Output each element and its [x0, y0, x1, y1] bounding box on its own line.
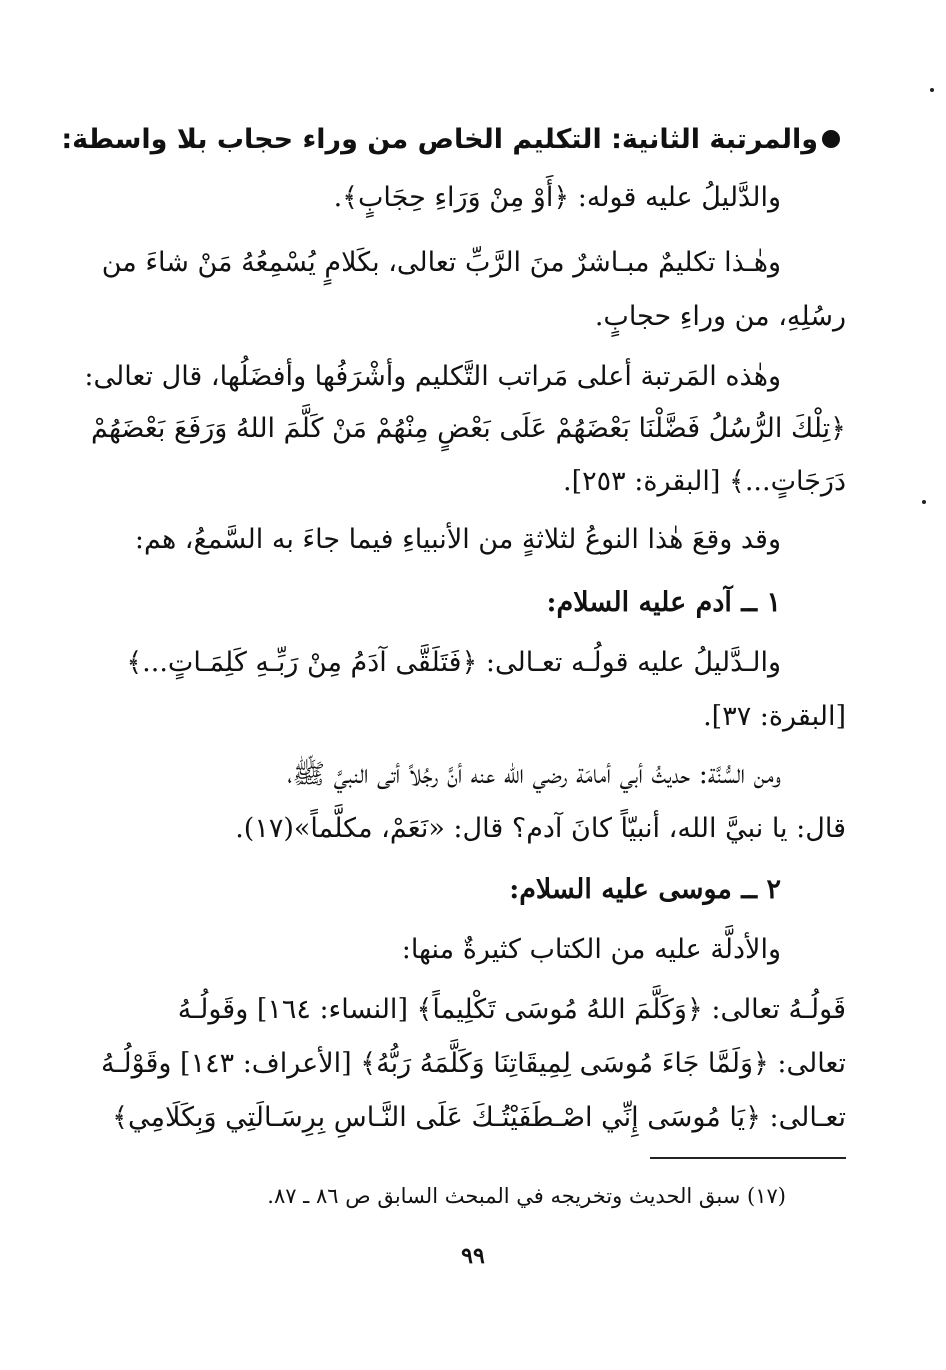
scan-speck — [930, 88, 934, 92]
quran-verse-line: ﴿تِلْكَ الرُّسُلُ فَضَّلْنَا بَعْضَهُمْ عَلَى بَعْضٍ مِنْهُمْ مَنْ كَلَّمَ اللهُ وَرَفَعَ بَعْضَهُمْ — [91, 413, 846, 444]
paragraph-line: [البقرة: ٣٧]. — [703, 701, 846, 732]
quran-verse-line: تعالى: ﴿وَلَمَّا جَاءَ مُوسَى لِمِيقَاتِنَا وَكَلَّمَهُ رَبُّهُ﴾ [الأعراف: ١٤٣] وقَوْلُـهُ — [100, 1048, 846, 1079]
paragraph-line: قَولُـهُ تعالى: ﴿وَكَلَّمَ اللهُ مُوسَى تَكْلِيماً﴾ [النساء: ١٦٤] وقَولُـهُ — [177, 994, 846, 1025]
scan-speck — [922, 500, 926, 504]
paragraph-line: والأدلَّة عليه من الكتاب كثيرةٌ منها: — [401, 934, 781, 965]
footnote: (١٧) سبق الحديث وتخريجه في المبحث السابق ص ٨٦ ـ ٨٧. — [267, 1184, 786, 1208]
paragraph-line: وهٰذه المَرتبة أعلى مَراتب التَّكليم وأشْرَفُها وأفضَلُها، قال تعالى: — [84, 361, 781, 392]
paragraph-line: والـدَّليلُ عليه قولُـه تعـالى: ﴿فَتَلَقَّى آدَمُ مِنْ رَبِّـهِ كَلِمَـاتٍ...﴾ — [126, 647, 781, 678]
paragraph-line: والدَّليلُ عليه قوله: ﴿أَوْ مِنْ وَرَاءِ حِجَابٍ﴾. — [333, 182, 781, 213]
paragraph-line: ومن السُّنَّة: حديثُ أبي أمامَة رضي الله عنه أنَّ رجُلاً أتى النبيَّ ﷺ، — [287, 759, 781, 790]
subheading-adam: ١ ــ آدم عليه السلام: — [546, 587, 781, 618]
section-heading: والمرتبة الثانية: التكليم الخاص من وراء حجاب بلا واسطة: — [61, 124, 818, 155]
subheading-musa: ٢ ــ موسى عليه السلام: — [509, 874, 781, 905]
paragraph-line: وهٰـذا تكليمٌ مبـاشرٌ منَ الرَّبِّ تعالى، بكَلامٍ يُسْمِعُهُ مَنْ شاءَ من — [101, 247, 781, 278]
bullet-icon — [822, 130, 840, 148]
page-number: ٩٩ — [461, 1243, 485, 1269]
paragraph-line: رسُلِهِ، من وراءِ حجابٍ. — [594, 301, 846, 332]
paragraph-line: قال: يا نبيَّ الله، أنبيّاً كانَ آدم؟ قال: «نَعَمْ، مكلَّماً»(١٧). — [235, 813, 846, 844]
quran-verse-line: دَرَجَاتٍ...﴾ [البقرة: ٢٥٣]. — [563, 466, 846, 497]
footnote-separator — [650, 1157, 846, 1159]
quran-verse-line: تعـالى: ﴿يَا مُوسَى إِنِّي اصْـطَفَيْتُـكَ عَلَى النَّـاسِ بِرِسَـالَتِي وَبِكَلَامِي﴾ — [112, 1102, 846, 1133]
paragraph-line: وقد وقعَ هٰذا النوعُ لثلاثةٍ من الأنبياءِ فيما جاءَ به السَّمعُ، هم: — [134, 524, 781, 555]
